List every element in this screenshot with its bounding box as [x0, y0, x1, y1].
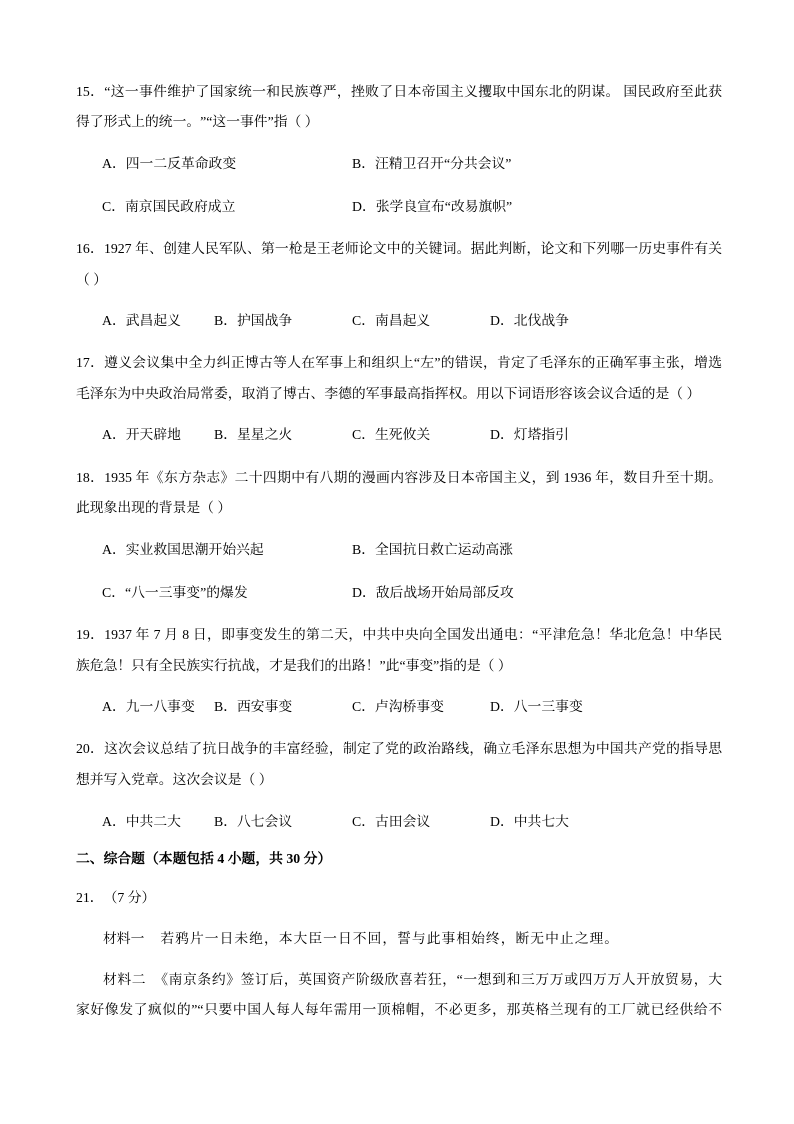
option-label: C．	[352, 427, 375, 443]
options	[76, 685, 722, 728]
question-15	[76, 77, 722, 228]
option-label: D．	[352, 584, 376, 600]
question-stem-text: 1927 年、创建人民军队、第一枪是王老师论文中的关键词。据此判断，论文和下列哪一历史事件有关	[103, 241, 722, 256]
question-stem-line-1	[76, 883, 722, 914]
option-a	[102, 142, 236, 185]
option-text: 敌后战场开始局部反攻	[375, 584, 514, 600]
options-row	[76, 528, 722, 571]
option-b	[214, 299, 292, 342]
option-text: 张学良宣布“改易旗帜”	[375, 198, 513, 214]
option-label: D．	[352, 198, 376, 214]
question-stem-text: 遵义会议集中全力纠正博古等人在军事上和组织上“左”的错误，肯定了毛泽东的正确军事主张，增选	[104, 355, 722, 371]
option-label: D．	[490, 813, 514, 829]
option-b	[214, 800, 292, 843]
material-text: 《南京条约》签订后，英国资产阶级欣喜若狂，“一想到和三万万或四万万人开放贸易，大	[154, 971, 723, 987]
question-stem-line-2: 族危急！只有全民族实行抗战，才是我们的出路！”此“事变”指的是（ ）	[76, 657, 512, 673]
option-b	[214, 685, 292, 728]
option-d	[490, 413, 569, 456]
option-label: A．	[102, 313, 126, 329]
question-stem-line-2: 毛泽东为中央政治局常委，取消了博古、李德的军事最高指挥权。用以下词语形容该会议合适的是（ ）	[76, 386, 701, 402]
options	[76, 413, 722, 456]
option-b	[352, 528, 513, 571]
question-number: 17．	[76, 355, 105, 371]
option-d	[490, 299, 569, 342]
material-2	[76, 965, 722, 1026]
option-a	[102, 685, 195, 728]
question-stem-line-2: （ ）	[76, 271, 108, 287]
option-text: 护国战争	[237, 313, 293, 329]
option-c	[352, 800, 430, 843]
option-b	[214, 413, 292, 456]
option-text: 南昌起义	[375, 313, 431, 329]
option-c	[352, 299, 430, 342]
option-label: A．	[102, 541, 126, 557]
options	[76, 299, 722, 342]
option-label: C．	[102, 584, 125, 600]
options-row	[76, 685, 722, 728]
question-19	[76, 620, 722, 728]
question-number: 20．	[76, 741, 105, 757]
option-label: B．	[352, 541, 375, 557]
option-label: B．	[214, 699, 237, 715]
option-text: 灯塔指引	[513, 427, 569, 443]
question-stem-text: 1937 年 7 月 8 日，即事变发生的第二天，中共中央向全国发出通电：“平津危急！华北危急！中华民	[104, 627, 723, 643]
question-stem-text: 1935 年《东方杂志》二十四期中有八期的漫画内容涉及日本帝国主义，到 1936 年，数目升至十期。	[104, 469, 722, 485]
option-a	[102, 528, 264, 571]
option-d	[490, 685, 583, 728]
question-stem-line-1	[76, 234, 722, 265]
option-c	[102, 571, 248, 614]
question-21	[76, 883, 722, 1026]
options-row	[76, 142, 722, 185]
material-text: 若鸦片一日未绝，本大臣一日不回，誓与此事相始终，断无中止之理。	[160, 930, 620, 946]
question-stem-line-1	[76, 348, 722, 379]
question-16	[76, 234, 722, 342]
option-c	[352, 685, 444, 728]
option-label: B．	[214, 813, 237, 829]
options	[76, 142, 722, 228]
material-line-2: 家好像发了疯似的”“只要中国人每人每年需用一顶棉帽，不必更多，那英格兰现有的工厂就已经供给不	[76, 1002, 722, 1018]
question-number: 21．	[76, 889, 104, 905]
option-text: 西安事变	[237, 699, 293, 715]
question-stem-line-1	[76, 463, 722, 494]
option-d	[352, 571, 514, 614]
option-text: 实业救国思潮开始兴起	[125, 541, 264, 557]
material-1	[76, 924, 722, 955]
option-label: A．	[102, 813, 126, 829]
exam-page	[76, 77, 722, 1026]
question-20	[76, 734, 722, 842]
options-row	[76, 299, 722, 342]
option-label: D．	[490, 313, 514, 329]
section-heading: 二、综合题（本题包括 4 小题，共 30 分）	[76, 850, 332, 866]
material-label: 材料二	[103, 971, 147, 987]
material-line-1	[76, 965, 722, 996]
question-number: 19．	[76, 627, 105, 643]
option-label: C．	[352, 699, 375, 715]
option-text: 北伐战争	[513, 313, 569, 329]
option-label: C．	[352, 313, 375, 329]
question-score: （7 分）	[103, 889, 156, 905]
question-stem-text: 这次会议总结了抗日战争的丰富经验，制定了党的政治路线，确立毛泽东思想为中国共产党的指导思	[104, 741, 723, 757]
question-stem-line-1	[76, 77, 722, 108]
option-a	[102, 800, 181, 843]
option-label: C．	[352, 813, 375, 829]
option-a	[102, 413, 181, 456]
option-text: 生死攸关	[375, 427, 431, 443]
option-c	[352, 413, 430, 456]
option-text: 中共七大	[513, 813, 569, 829]
option-text: 卢沟桥事变	[375, 699, 444, 715]
question-stem-line-2: 想并写入党章。这次会议是（ ）	[76, 772, 273, 788]
option-text: 八一三事变	[513, 699, 583, 715]
question-18	[76, 463, 722, 614]
question-stem-line-2: 得了形式上的统一。”“这一事件”指（ ）	[76, 114, 319, 130]
option-text: 古田会议	[375, 813, 431, 829]
question-stem-line-1	[76, 734, 722, 765]
option-label: B．	[214, 427, 237, 443]
option-text: 汪精卫召开“分共会议”	[375, 155, 512, 171]
question-number: 16．	[76, 241, 104, 256]
question-stem-text: “这一事件维护了国家统一和民族尊严，挫败了日本帝国主义攫取中国东北的阴谋。 国民政府至此获	[104, 83, 723, 99]
option-label: A．	[102, 427, 126, 443]
options-row	[76, 800, 722, 843]
option-label: C．	[102, 198, 125, 214]
question-number: 15．	[76, 83, 105, 99]
question-stem-line-1	[76, 620, 722, 651]
question-stem-line-2: 此现象出现的背景是（ ）	[76, 500, 232, 516]
option-text: “八一三事变”的爆发	[125, 584, 248, 600]
option-text: 四一二反革命政变	[125, 155, 237, 171]
option-text: 全国抗日救亡运动高涨	[375, 541, 513, 557]
option-label: B．	[214, 313, 237, 329]
option-text: 星星之火	[237, 427, 293, 443]
options	[76, 800, 722, 843]
question-17	[76, 348, 722, 456]
options-row	[76, 413, 722, 456]
option-text: 武昌起义	[125, 313, 181, 329]
option-c	[102, 185, 235, 228]
option-text: 八七会议	[237, 813, 293, 829]
option-label: D．	[490, 427, 514, 443]
material-label: 材料一	[103, 930, 145, 946]
option-label: D．	[490, 699, 514, 715]
option-text: 南京国民政府成立	[125, 198, 236, 214]
option-label: A．	[102, 155, 126, 171]
option-a	[102, 299, 181, 342]
options-row	[76, 571, 722, 614]
options	[76, 528, 722, 614]
option-text: 中共二大	[125, 813, 181, 829]
option-d	[352, 185, 512, 228]
option-text: 九一八事变	[125, 699, 195, 715]
option-d	[490, 800, 569, 843]
option-label: A．	[102, 699, 126, 715]
question-number: 18．	[76, 469, 105, 485]
option-label: B．	[352, 155, 375, 171]
option-text: 开天辟地	[125, 427, 181, 443]
options-row	[76, 185, 722, 228]
option-b	[352, 142, 511, 185]
